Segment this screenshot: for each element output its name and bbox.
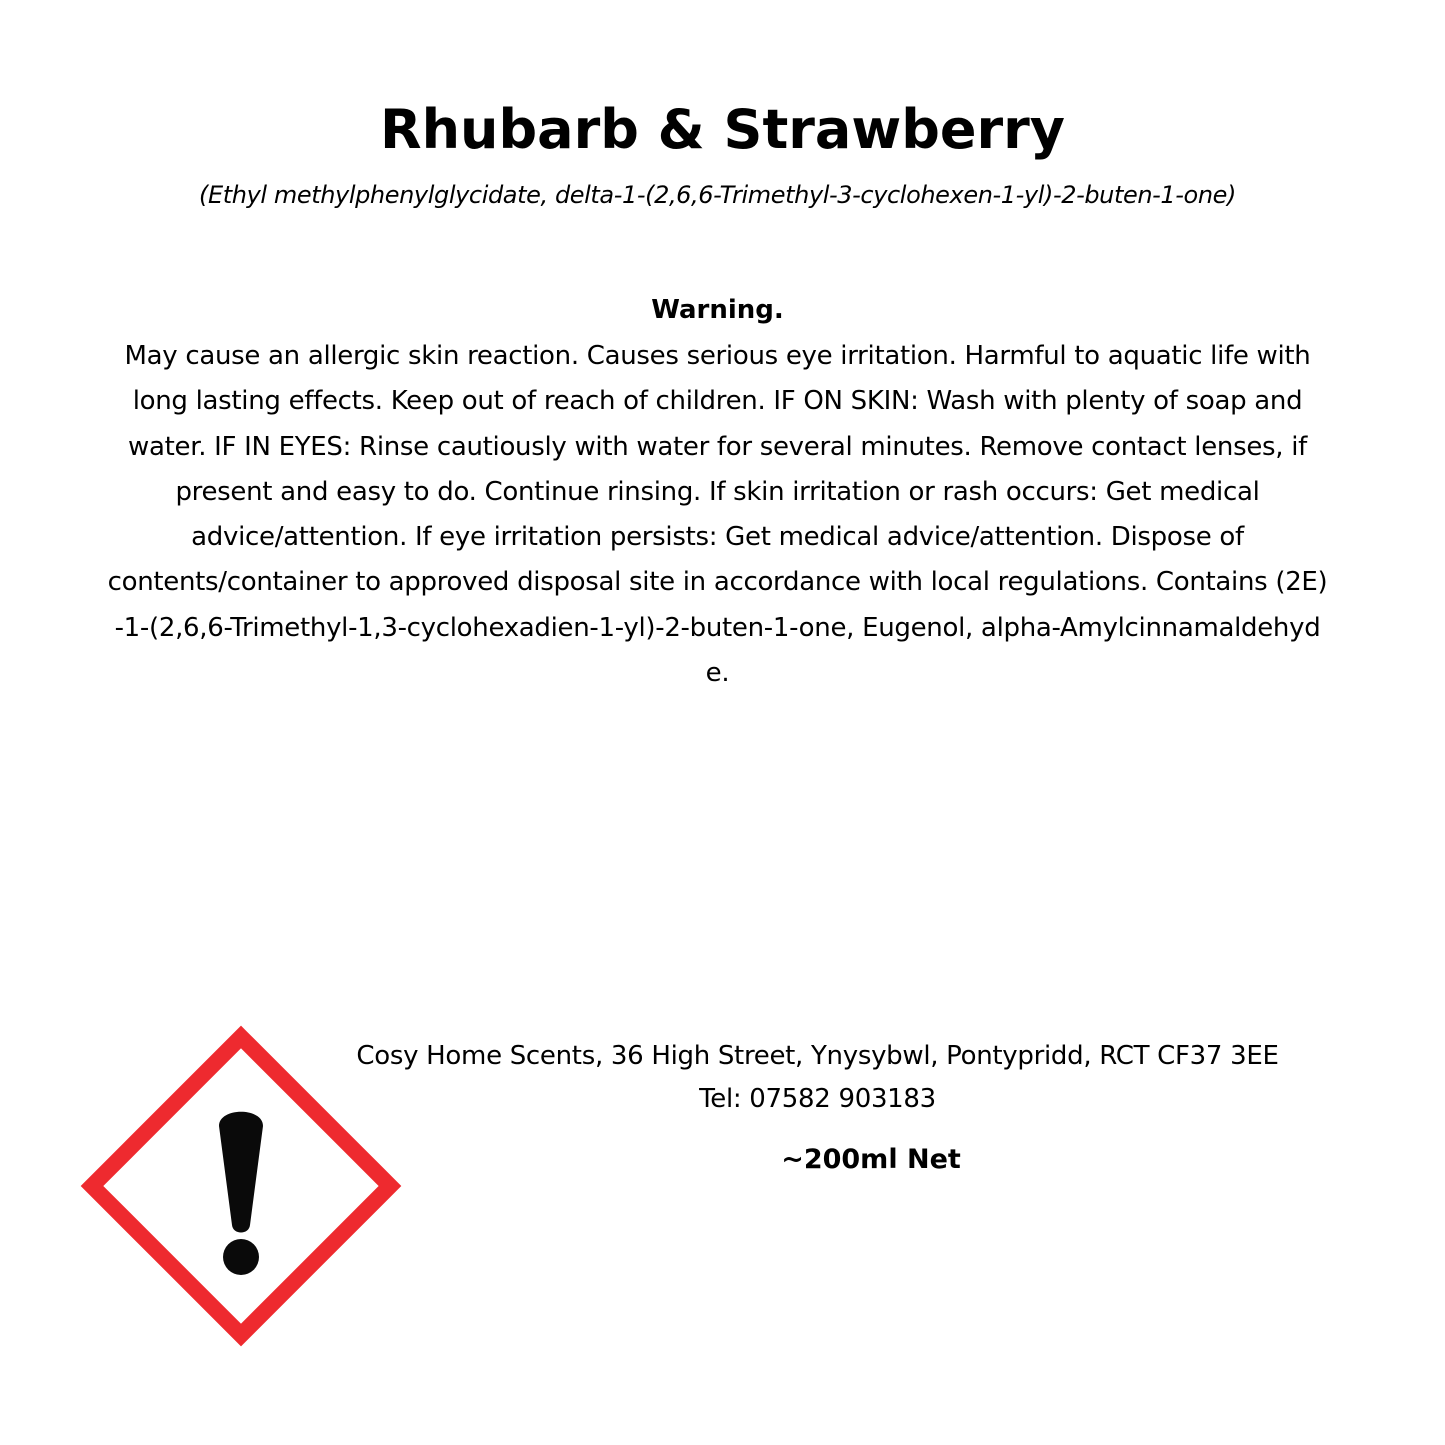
warning-line-5: advice/attention. If eye irritation persists: Get medical advice/attention. Dispose of [191, 522, 1244, 553]
company-phone: Tel: 07582 903183 [699, 1084, 936, 1114]
company-address: Cosy Home Scents, 36 High Street, Ynysybwl, Pontypridd, RCT CF37 3EE [356, 1041, 1279, 1071]
warning-heading: Warning. [651, 295, 784, 325]
warning-line-8: e. [705, 658, 730, 689]
warning-line-3: water. IF IN EYES: Rinse cautiously with water for several minutes. Remove contact lenses, if [128, 431, 1307, 462]
warning-line-6: contents/container to approved disposal site in accordance with local regulations. Contains (2E) [107, 567, 1328, 598]
ingredients-subtitle: (Ethyl methylphenylglycidate, delta-1-(2,6,6-Trimethyl-3-cyclohexen-1-yl)-2-buten-1-one) [199, 181, 1236, 209]
warning-line-1: May cause an allergic skin reaction. Causes serious eye irritation. Harmful to aquatic life with [124, 341, 1311, 371]
warning-line-7: -1-(2,6,6-Trimethyl-1,3-cyclohexadien-1-yl)-2-buten-1-one, Eugenol, alpha-Amylcinnamaldehyd [114, 612, 1321, 643]
warning-line-4: present and easy to do. Continue rinsing. If skin irritation or rash occurs: Get medical [175, 476, 1260, 507]
warning-text [80, 334, 1355, 696]
exclamation-dot [223, 1239, 259, 1275]
warning-line-2: long lasting effects. Keep out of reach of children. IF ON SKIN: Wash with plenty of soap and [132, 386, 1303, 417]
product-title: Rhubarb & Strawberry [380, 98, 1065, 161]
net-quantity: ~200ml Net [781, 1144, 961, 1175]
